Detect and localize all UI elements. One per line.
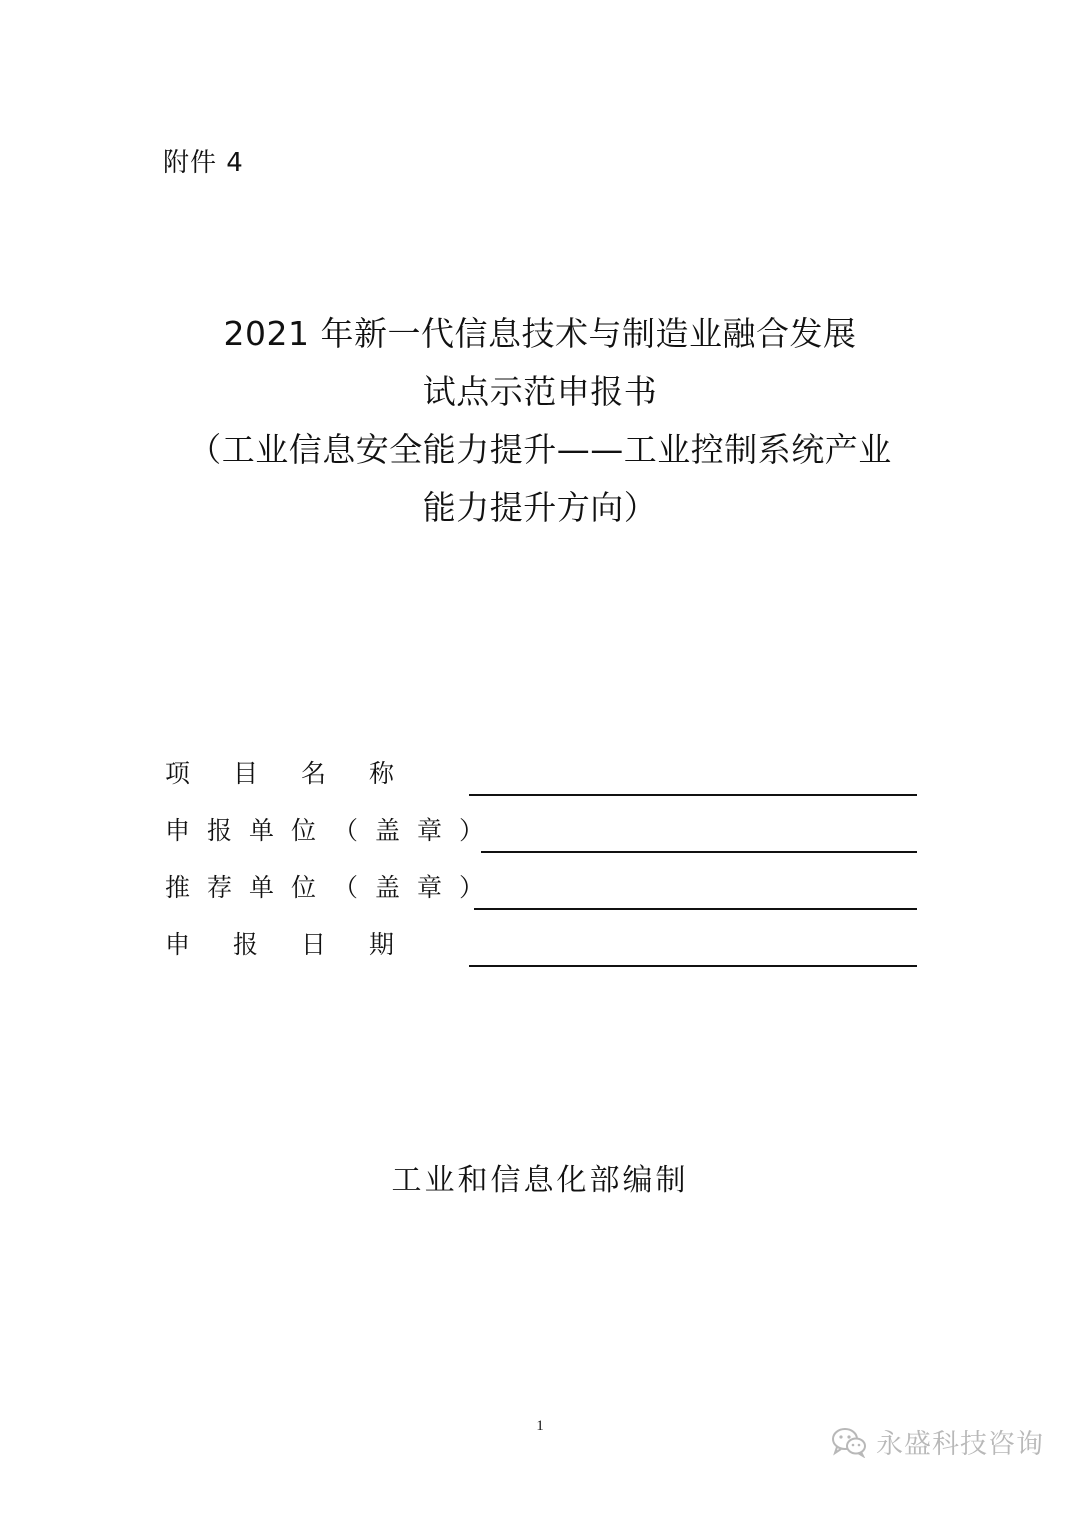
compiler-text: 工业和信息化部编制 bbox=[391, 1163, 689, 1198]
watermark bbox=[830, 1422, 1044, 1461]
field-label-recommender: 推荐单位（盖章） bbox=[165, 873, 502, 902]
title-line-2: 试点示范申报书 bbox=[422, 372, 658, 411]
watermark-text: 永盛科技咨询 bbox=[876, 1429, 1044, 1460]
document-title bbox=[0, 305, 1080, 537]
title-line-1: 2021 年新一代信息技术与制造业融合发展 bbox=[223, 314, 857, 353]
attachment-label: 附件 4 bbox=[163, 148, 244, 178]
field-line-date[interactable] bbox=[469, 965, 917, 967]
form-field-date bbox=[165, 927, 917, 967]
field-label-date: 申报日期 bbox=[165, 930, 438, 959]
field-line-applicant[interactable] bbox=[481, 851, 917, 853]
field-line-recommender[interactable] bbox=[474, 908, 917, 910]
form-field-applicant bbox=[165, 813, 917, 853]
form-field-project-name bbox=[165, 756, 917, 796]
field-label-applicant: 申报单位（盖章） bbox=[165, 816, 502, 845]
title-line-4: 能力提升方向） bbox=[422, 488, 658, 527]
form-field-recommender bbox=[165, 870, 917, 910]
wechat-icon bbox=[830, 1426, 868, 1458]
page-number: 1 bbox=[536, 1418, 544, 1434]
title-line-3: （工业信息安全能力提升——工业控制系统产业 bbox=[188, 430, 892, 469]
field-label-project-name: 项目名称 bbox=[165, 759, 438, 788]
field-line-project-name[interactable] bbox=[469, 794, 917, 796]
